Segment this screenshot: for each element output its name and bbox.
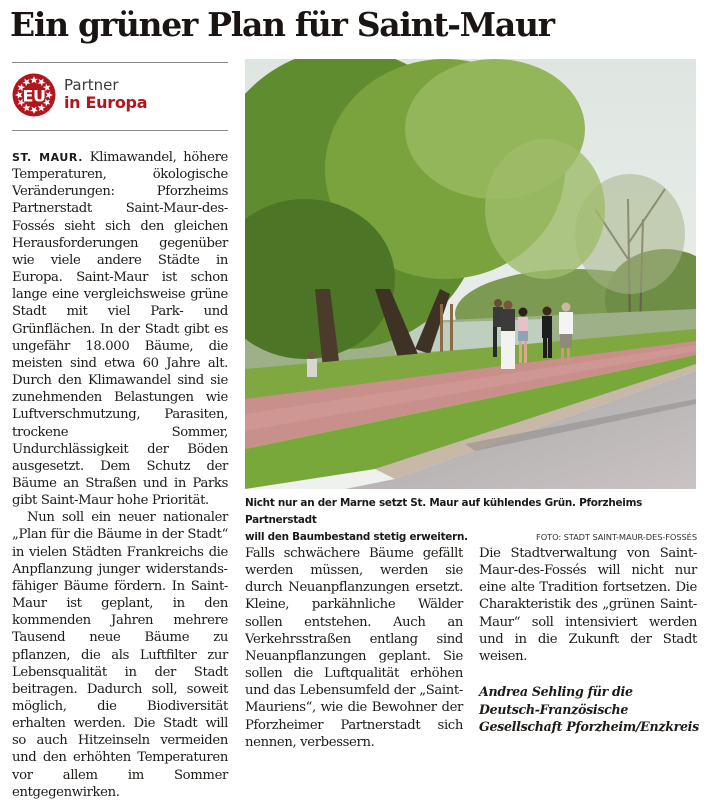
photo-credit: FOTO: STADT SAINT-MAUR-DES-FOSSÉS <box>536 532 697 542</box>
byline-line-3: Gesellschaft Pforzheim/Enzkreis <box>479 719 699 734</box>
paragraph <box>12 149 228 509</box>
article-photo <box>245 59 696 489</box>
byline-line-2: Deutsch-Französische <box>479 701 629 717</box>
section-label <box>64 77 147 111</box>
article-column-3 <box>479 545 697 665</box>
caption-line-2: will den Baumbestand stetig erweitern. <box>245 531 468 543</box>
paragraph: Die Stadtverwaltung von Saint-Maur-des-Fossés will nicht nur eine alte Tradition fortsetzen. Die Charakteristik des „grünen Saint-Maur“ soll intensiviert werden und in die Zukunft der Stadt weisen. <box>479 546 697 664</box>
paragraph-text: Klimawandel, höhere Temperaturen, ökologische Veränderungen: Pforzheims Partnerstadt Saint-Maur-des-Fossés sieht sich den gleichen Herausforderungen gegenüber wie viele andere Städte in Europa. Saint-Maur ist schon lange eine vergleichsweise grüne Stadt mit viel Park- und Grünflächen. In der Stadt gibt es ungefähr 18.000 Bäume, die meisten sind etwa 60 Jahre alt. Durch den Klimawandel sind sie zunehmenden Belastungen wie Luftverschmutzung, Parasiten, trockene Sommer, Undurchlässigkeit der Böden ausgesetzt. Dem Schutz der Bäume an Straßen und in Parks gibt Saint-Maur hohe Priorität. <box>12 150 228 509</box>
section-rule-bottom <box>12 130 228 131</box>
headline: Ein grüner Plan für Saint-Maur <box>10 5 554 44</box>
caption-line-1: Nicht nur an der Marne setzt St. Maur auf kühlendes Grün. Pforzheims Partnerstadt <box>245 497 643 526</box>
photo-caption <box>245 495 697 546</box>
eu-badge-text: EU <box>22 86 46 106</box>
paragraph: Falls schwächere Bäume gefällt werden müssen, werden sie durch Neuanpflanzungen ersetzt. Kleine, parkähnliche Wälder sollen entstehen. Auch an Verkehrsstraßen entlang sind Neuanpflanzungen geplant. Sie sollen die Luftqualität erhöhen und das Lebensumfeld der „Saint-Mauriens“, wie die Bewohner der Pforzheimer Partnerstadt sich nennen, verbessern. <box>245 546 463 750</box>
dateline: ST. MAUR. <box>12 151 83 164</box>
paragraph: Nun soll ein neuer nationaler „Plan für die Bäume in der Stadt“ in vielen Städten Frankreichs die Anpflanzung junger widerstandsfähiger Bäume fördern. In Saint-Maur ist geplant, in den kommenden Jahren mehrere Tausend neue Bäume zu pflanzen, die als Luftfilter zur Lebensqualität in der Stadt beitragen. Dadurch soll, soweit möglich, die Biodiversität erhalten werden. Die Stadt will so auch Hitzeinseln vermeiden und den erhöhten Temperaturen vor allem im Sommer entgegenwirken. <box>12 510 228 800</box>
section-label-line2: in Europa <box>64 93 148 112</box>
author-byline <box>479 683 699 736</box>
article-column-1 <box>12 149 228 801</box>
article-column-2 <box>245 545 463 751</box>
section-rule-top <box>12 62 228 63</box>
eu-stars-circle-icon <box>12 73 56 117</box>
byline-line-1: Andrea Sehling für die <box>479 684 633 699</box>
riverside-promenade-image <box>245 59 696 489</box>
section-label-line1: Partner <box>64 76 119 94</box>
